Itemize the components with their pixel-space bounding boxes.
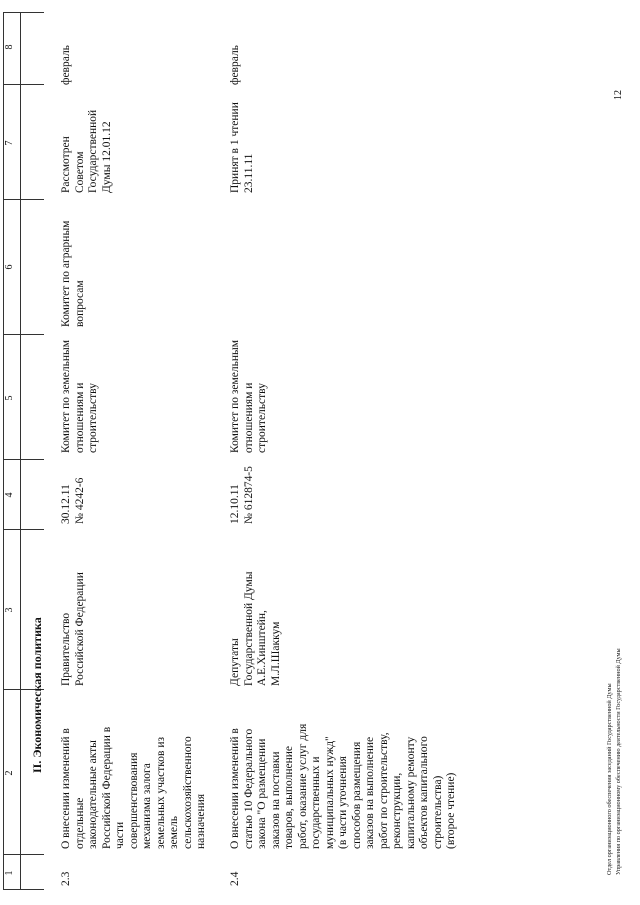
planned-month: февраль [229,45,241,85]
registration-info: 30.12.11 № 4242-6 [60,477,86,524]
row-number: 2.3 [60,871,72,886]
column-divider [3,459,44,460]
column-header: 6 [4,264,15,270]
bill-status: Принят в 1 чтении 23.11.11 [229,102,255,193]
column-header: 3 [4,607,15,613]
column-header: 7 [4,140,15,146]
column-divider [3,84,44,85]
column-header: 4 [4,492,15,498]
table-left-border [3,889,44,890]
bill-author: Правительство Российской Федерации [60,572,86,686]
responsible-committee: Комитет по земельным отношениям и строительству [60,339,99,453]
column-header: 1 [4,870,15,876]
planned-month: февраль [60,45,72,85]
bill-author: Депутаты Государственной Думы А.Е.Хинштейн, М.Л.Шаккум [229,571,282,686]
footer-text: Отдел организационного обеспечения заседаний Государственной Думы Управления по организационному обеспечению деятельности Государственной Думы [606,648,622,875]
page-number: 12 [613,90,624,100]
column-header: 8 [4,44,15,50]
column-divider [3,199,44,200]
bill-title: О внесении изменений в отдельные законодательные акты Российской Федерации в части совершенствования механизма залога земельных участков из земель сельскохозяйственного назначения [60,726,207,849]
registration-info: 12.10.11 № 612874-5 [229,466,255,524]
bill-title: О внесении изменений в статью 10 Федерального закона "О размещении заказов на поставки товаров, выполнение работ, оказание услуг для государственных и муниципальных нужд" (в части уточнения способов размещения заказов на выполнение работ по строительству, реконструкции, капитальному ремонту объектов капитального строительства) (второе чтение) [229,723,457,849]
co-committee: Комитет по аграрным вопросам [60,220,86,327]
column-header: 5 [4,395,15,401]
bill-status: Рассмотрен Советом Государственной Думы 12.01.12 [60,109,113,193]
section-title: II. Экономическая политика [30,617,44,773]
responsible-committee: Комитет по земельным отношениям и строительству [229,339,268,453]
column-divider [3,854,44,855]
row-number: 2.4 [229,871,241,886]
table-right-border [3,12,44,13]
column-divider [3,529,44,530]
column-divider [3,334,44,335]
column-header: 2 [4,770,15,776]
table-header-divider [20,12,21,890]
